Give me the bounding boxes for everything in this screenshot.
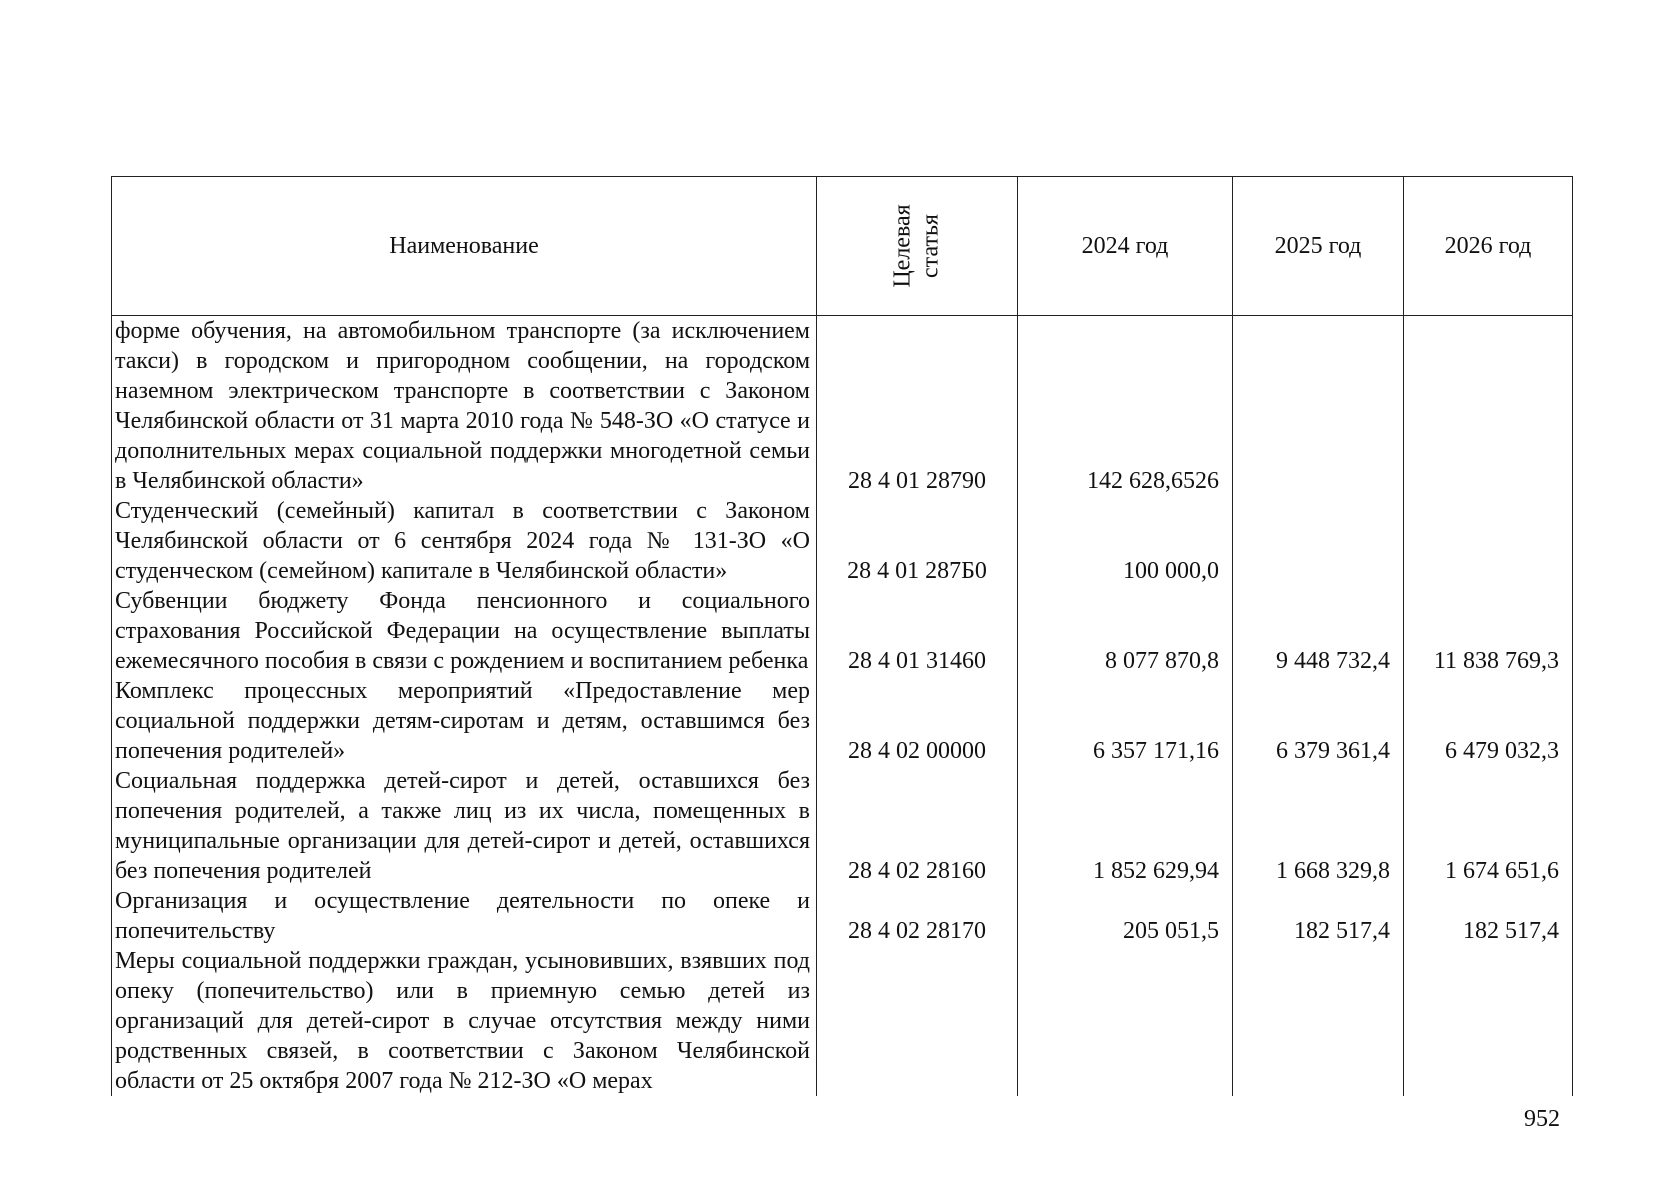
row-value-2024: 100 000,0 [1018, 496, 1233, 586]
row-code: 28 4 01 287Б0 [817, 496, 1018, 586]
row-code: 28 4 01 28790 [817, 316, 1018, 497]
row-code: 28 4 02 00000 [817, 676, 1018, 766]
row-value-2025 [1233, 946, 1404, 1096]
row-value-2026: 182 517,4 [1404, 886, 1573, 946]
row-name: Меры социальной поддержки граждан, усыновивших, взявших под опеку (попечительство) или в приемную семью детей из организаций для детей-сирот в случае отсутствия между ними родственных связей, в соответствии с Законом Челябинской области от 25 октября 2007 года № 212-ЗО «О мерах [112, 946, 817, 1096]
row-name: Студенческий (семейный) капитал в соответствии с Законом Челябинской области от 6 сентября 2024 года № 131-ЗО «О студенческом (семейном) капитале в Челябинской области» [112, 496, 817, 586]
row-value-2024: 1 852 629,94 [1018, 766, 1233, 886]
table-row [112, 886, 1573, 946]
page-number: 952 [1524, 1106, 1560, 1132]
row-value-2025: 6 379 361,4 [1233, 676, 1404, 766]
row-code [817, 946, 1018, 1096]
row-value-2025: 9 448 732,4 [1233, 586, 1404, 676]
row-value-2026: 6 479 032,3 [1404, 676, 1573, 766]
row-code: 28 4 02 28160 [817, 766, 1018, 886]
header-year-2025: 2025 год [1233, 177, 1404, 316]
row-name: Организация и осуществление деятельности по опеке и попечительству [112, 886, 817, 946]
row-name: Субвенции бюджету Фонда пенсионного и социального страхования Российской Федерации на осуществление выплаты ежемесячного пособия в связи с рождением и воспитанием ребенка [112, 586, 817, 676]
row-name: форме обучения, на автомобильном транспорте (за исключением такси) в городском и пригородном сообщении, на городском наземном электрическом транспорте в соответствии с Законом Челябинской области от 31 марта 2010 года № 548-ЗО «О статусе и дополнительных мерах социальной поддержки многодетной семьи в Челябинской области» [112, 316, 817, 497]
row-value-2024: 6 357 171,16 [1018, 676, 1233, 766]
header-row [112, 177, 1573, 316]
row-value-2024: 142 628,6526 [1018, 316, 1233, 497]
row-value-2025: 1 668 329,8 [1233, 766, 1404, 886]
header-year-2026: 2026 год [1404, 177, 1573, 316]
row-name: Социальная поддержка детей-сирот и детей, оставшихся без попечения родителей, а также лиц из их числа, помещенных в муниципальные организации для детей-сирот и детей, оставшихся без попечения родителей [112, 766, 817, 886]
header-name: Наименование [112, 177, 817, 316]
row-value-2024: 8 077 870,8 [1018, 586, 1233, 676]
row-value-2026: 11 838 769,3 [1404, 586, 1573, 676]
row-value-2024: 205 051,5 [1018, 886, 1233, 946]
table-row [112, 586, 1573, 676]
row-value-2024 [1018, 946, 1233, 1096]
row-code: 28 4 02 28170 [817, 886, 1018, 946]
header-year-2024: 2024 год [1018, 177, 1233, 316]
header-target-article [817, 177, 1018, 316]
header-target-article-line1: Целевая [889, 203, 916, 288]
table-header [112, 177, 1573, 316]
table-row [112, 316, 1573, 497]
row-name: Комплекс процессных мероприятий «Предоставление мер социальной поддержки детям-сиротам и детям, оставшимся без попечения родителей» [112, 676, 817, 766]
table-row [112, 676, 1573, 766]
row-value-2026 [1404, 496, 1573, 586]
row-value-2026 [1404, 946, 1573, 1096]
table-row [112, 946, 1573, 1096]
row-value-2025: 182 517,4 [1233, 886, 1404, 946]
row-value-2026 [1404, 316, 1573, 497]
row-code: 28 4 01 31460 [817, 586, 1018, 676]
row-value-2025 [1233, 496, 1404, 586]
table-row [112, 766, 1573, 886]
row-value-2025 [1233, 316, 1404, 497]
budget-table [111, 176, 1573, 1096]
header-target-article-line2: статья [917, 213, 944, 278]
row-value-2026: 1 674 651,6 [1404, 766, 1573, 886]
header-target-article-label [889, 204, 945, 287]
table-row [112, 496, 1573, 586]
table-body [112, 316, 1573, 1097]
